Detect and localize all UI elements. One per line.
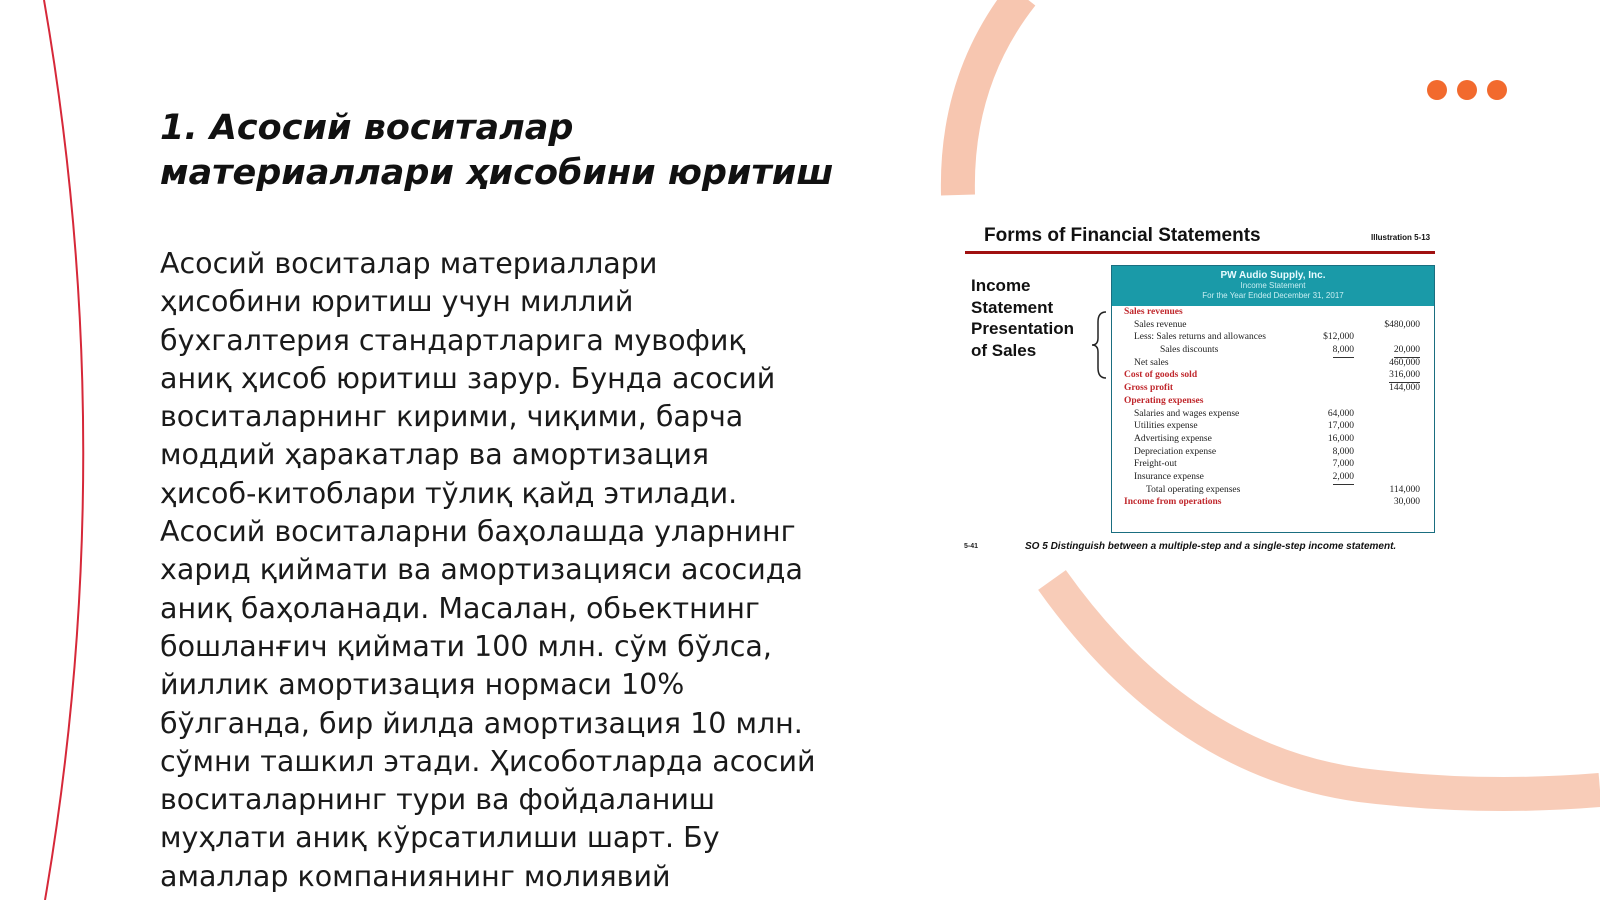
statement-row bbox=[1112, 395, 1434, 408]
statement-row-label: Income from operations bbox=[1124, 497, 1222, 508]
statement-row bbox=[1112, 420, 1434, 433]
statement-row-label: Utilities expense bbox=[1134, 421, 1198, 432]
statement-row bbox=[1112, 484, 1434, 497]
statement-row-label: Freight-out bbox=[1134, 459, 1177, 470]
statement-row-amount: $12,000 bbox=[1323, 332, 1354, 343]
statement-row bbox=[1112, 382, 1434, 395]
statement-row bbox=[1112, 458, 1434, 471]
statement-header bbox=[1112, 266, 1434, 306]
statement-row bbox=[1112, 471, 1434, 484]
statement-row-total: 30,000 bbox=[1393, 497, 1420, 508]
statement-row bbox=[1112, 331, 1434, 344]
statement-row-amount: 8,000 bbox=[1333, 344, 1354, 358]
statement-row bbox=[1112, 433, 1434, 446]
statement-row-total: 316,000 bbox=[1389, 369, 1420, 383]
statement-lines bbox=[1112, 306, 1434, 509]
figure-footer-text: SO 5 Distinguish between a multiple-step and a single-step income statement. bbox=[1025, 541, 1397, 552]
statement-row-label: Sales revenues bbox=[1124, 307, 1183, 317]
statement-row-label: Total operating expenses bbox=[1146, 484, 1241, 495]
financial-statement-figure bbox=[960, 220, 1450, 570]
statement-row-amount: 8,000 bbox=[1332, 446, 1354, 457]
statement-row-amount: 64,000 bbox=[1327, 408, 1354, 419]
bottom-arc-decoration bbox=[1052, 580, 1600, 794]
statement-row-label: Cost of goods sold bbox=[1124, 370, 1198, 381]
figure-title-rule bbox=[965, 251, 1435, 254]
dot-icon bbox=[1457, 80, 1477, 100]
statement-row bbox=[1112, 306, 1434, 319]
statement-row bbox=[1112, 319, 1434, 332]
dot-icon bbox=[1427, 80, 1447, 100]
statement-row-amount: 17,000 bbox=[1327, 421, 1354, 432]
statement-doc-title: Income Statement bbox=[1240, 281, 1306, 290]
statement-row-total: 144,000 bbox=[1389, 383, 1420, 394]
statement-company: PW Audio Supply, Inc. bbox=[1220, 270, 1326, 281]
statement-row-amount: 16,000 bbox=[1327, 433, 1354, 444]
curly-brace-icon bbox=[1090, 310, 1110, 380]
statement-row-label: Advertising expense bbox=[1134, 433, 1212, 444]
top-arc-decoration bbox=[958, 0, 1022, 195]
statement-row-label: Sales revenue bbox=[1134, 319, 1187, 330]
statement-row bbox=[1112, 496, 1434, 509]
figure-title: Forms of Financial Statements bbox=[984, 225, 1261, 246]
statement-row bbox=[1112, 446, 1434, 459]
statement-row-label: Insurance expense bbox=[1134, 471, 1204, 482]
figure-illustration-label: Illustration 5-13 bbox=[1371, 233, 1431, 242]
statement-row bbox=[1112, 357, 1434, 370]
dot-icon bbox=[1487, 80, 1507, 100]
statement-row-label: Less: Sales returns and allowances bbox=[1134, 332, 1266, 343]
dots-decoration bbox=[1427, 80, 1507, 100]
left-edge-curve bbox=[44, 0, 83, 900]
income-statement-table bbox=[1111, 265, 1435, 533]
statement-row-label: Depreciation expense bbox=[1134, 446, 1217, 457]
statement-row-total: 20,000 bbox=[1394, 344, 1420, 358]
statement-row bbox=[1112, 408, 1434, 421]
statement-row bbox=[1112, 369, 1434, 382]
statement-row bbox=[1112, 344, 1434, 357]
figure-page-number: 5-41 bbox=[964, 543, 979, 550]
statement-row-total: 460,000 bbox=[1389, 357, 1420, 368]
slide-body-text: Асосий воситалар материаллари ҳисобини юритиш учун миллий бухгалтерия стандартларига мувофиқ аниқ ҳисоб юритиш зарур. Бунда асосий воситаларнинг кирими, чиқими, барча моддий ҳаракатлар ва амортизация ҳисоб-китоблари тўлиқ қайд этилади. Асосий воситаларни баҳолашда уларнинг харид қиймати ва амортизацияси асосида аниқ баҳоланади. Масалан, обьектнинг бошланғич қиймати 100 млн. сўм бўлса, йиллик амортизация нормаси 10% бўлганда, бир йилда амортизация 10 млн. сўмни ташкил этади. Ҳисоботларда асосий воситаларнинг тури ва фойдаланиш муҳлати аниқ кўрсатилиши шарт. Бу амаллар компаниянинг молиявий bbox=[160, 247, 816, 893]
statement-row-label: Net sales bbox=[1134, 357, 1169, 368]
statement-row-amount: 7,000 bbox=[1332, 459, 1354, 470]
statement-row-label: Salaries and wages expense bbox=[1134, 408, 1240, 419]
statement-row-total: 114,000 bbox=[1389, 484, 1420, 495]
slide-title: 1. Асосий воситалар материаллари ҳисобини юритиш bbox=[160, 108, 834, 193]
figure-side-label: Income Statement Presentation of Sales bbox=[971, 276, 1074, 360]
statement-row-label: Operating expenses bbox=[1124, 395, 1204, 406]
statement-period: For the Year Ended December 31, 2017 bbox=[1202, 291, 1344, 300]
statement-row-amount: 2,000 bbox=[1333, 471, 1354, 485]
statement-row-total: $480,000 bbox=[1384, 319, 1420, 330]
statement-row-label: Sales discounts bbox=[1160, 345, 1219, 356]
statement-row-label: Gross profit bbox=[1124, 383, 1173, 394]
